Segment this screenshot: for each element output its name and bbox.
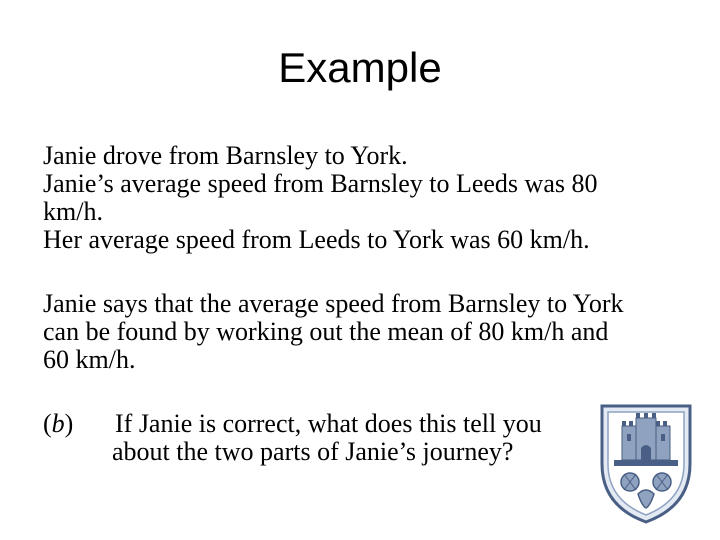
text-line: about the two parts of Janie’s journey?: [112, 437, 514, 466]
text-line: Her average speed from Leeds to York was 60 km/h.: [43, 225, 590, 254]
text-line: Janie says that the average speed from Barnsley to York: [43, 289, 624, 318]
problem-paragraph: [43, 142, 683, 254]
claim-paragraph: [43, 290, 683, 374]
text-line: can be found by working out the mean of 80 km/h and: [43, 317, 609, 346]
slide-title: Example: [278, 44, 442, 91]
text-line: km/h.: [43, 197, 103, 226]
text-line: If Janie is correct, what does this tell you: [115, 409, 542, 438]
text-line: Janie drove from Barnsley to York.: [43, 141, 408, 170]
part-label-close: ): [64, 409, 74, 438]
crest-icon: [598, 402, 694, 526]
question-text: [112, 409, 595, 466]
part-label: [43, 410, 73, 438]
school-crest-logo: [598, 402, 694, 526]
text-line: Janie’s average speed from Barnsley to Leeds was 80: [43, 169, 598, 198]
part-label-letter: b: [51, 409, 65, 438]
part-label-open: (: [43, 409, 52, 438]
text-line: 60 km/h.: [43, 345, 136, 374]
